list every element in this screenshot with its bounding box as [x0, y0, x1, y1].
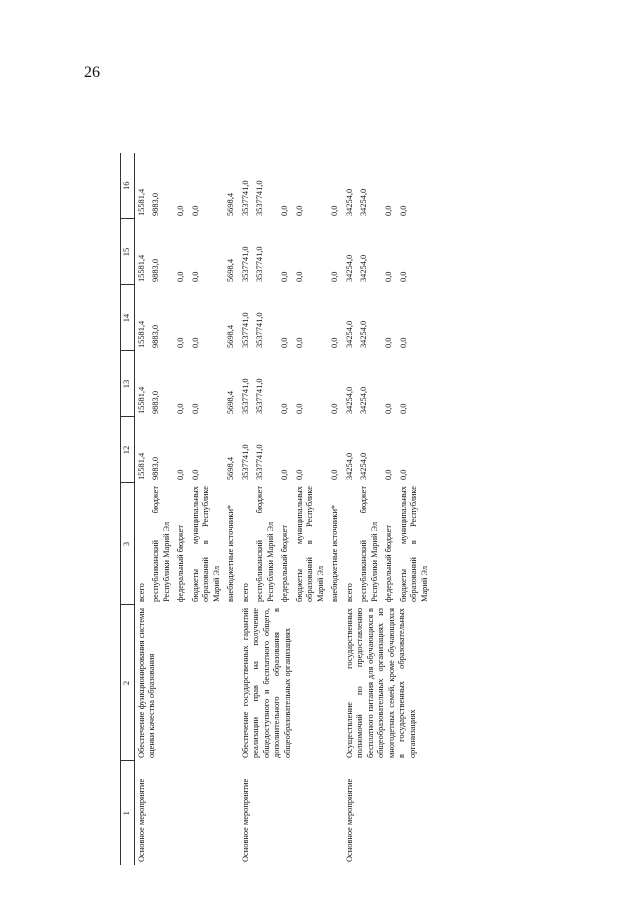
value-cell: 34254,0 — [344, 452, 354, 480]
value-cell: 0,0 — [294, 403, 304, 414]
value-cell: 15581,4 — [136, 386, 146, 414]
funding-source-cell: бюджеты муниципальных образований в Республике Марий Эл — [398, 486, 429, 602]
value-cell: 0,0 — [294, 337, 304, 348]
value-cell: 0,0 — [384, 403, 393, 414]
table-body — [134, 153, 432, 865]
value-cell: 0,0 — [330, 271, 339, 282]
value-cell: 0,0 — [294, 469, 304, 480]
value-cell: 34254,0 — [344, 386, 354, 414]
value-cell: 3537741,0 — [255, 444, 264, 480]
value-cell: 34254,0 — [359, 254, 368, 282]
value-cell: 15581,4 — [136, 320, 146, 348]
value-cell: 3537741,0 — [240, 378, 250, 414]
budget-table — [120, 153, 432, 865]
measure-title-cell: Обеспечение государственных гарантий реализации прав на получение общедоступного и бесплатного общего, дополнительного образования в общеобразовательных организациях — [240, 608, 292, 758]
value-cell: 0,0 — [330, 469, 339, 480]
value-cell: 9883,0 — [151, 324, 160, 348]
funding-source-cell: федеральный бюджет — [176, 524, 185, 602]
value-cell: 0,0 — [176, 271, 185, 282]
value-cell: 0,0 — [294, 271, 304, 282]
measure-title-cell: Обеспечение функционирования системы оценки качества образования — [136, 608, 156, 758]
value-cell: 0,0 — [398, 205, 408, 216]
value-cell: 34254,0 — [359, 320, 368, 348]
value-cell: 15581,4 — [136, 188, 146, 216]
value-cell: 9883,0 — [151, 390, 160, 414]
value-cell: 0,0 — [280, 469, 289, 480]
funding-source-cell: внебюджетные источники* — [330, 504, 339, 602]
value-cell: 0,0 — [398, 469, 408, 480]
measure-title-cell: Осуществление государственных полномочий по предоставлению бесплатного питания для обучающихся в общеобразовательных организациях из многодетных семей, кроме обучающихся в государственных образовательных организациях — [344, 608, 417, 758]
value-cell: 3537741,0 — [240, 180, 250, 216]
funding-source-cell: бюджеты муниципальных образований в Республике Марий Эл — [190, 486, 221, 602]
value-cell: 34254,0 — [344, 320, 354, 348]
value-cell: 0,0 — [384, 469, 393, 480]
value-cell: 3537741,0 — [255, 378, 264, 414]
value-cell: 0,0 — [330, 403, 339, 414]
value-cell: 9883,0 — [151, 258, 160, 282]
value-cell: 0,0 — [330, 337, 339, 348]
header-cell: 15 — [121, 219, 135, 285]
value-cell: 5698,4 — [226, 258, 235, 282]
funding-source-cell: республиканский бюджет Республики Марий Эл — [151, 486, 171, 602]
value-cell: 5698,4 — [226, 456, 235, 480]
funding-source-cell: федеральный бюджет — [384, 524, 393, 602]
table-row — [343, 153, 358, 865]
funding-source-cell: республиканский бюджет Республики Марий Эл — [255, 486, 275, 602]
measure-type-cell: Основное мероприятие — [136, 778, 146, 862]
header-cell: 12 — [121, 417, 135, 483]
value-cell: 34254,0 — [359, 452, 368, 480]
value-cell: 0,0 — [384, 271, 393, 282]
funding-source-cell: бюджеты муниципальных образований в Республике Марий Эл — [294, 486, 325, 602]
header-cell: 13 — [121, 351, 135, 417]
value-cell: 34254,0 — [359, 386, 368, 414]
page-number: 26 — [84, 64, 100, 81]
table-row — [239, 153, 254, 865]
value-cell: 3537741,0 — [255, 180, 264, 216]
funding-source-cell: республиканский бюджет Республики Марий Эл — [359, 486, 379, 602]
value-cell: 0,0 — [176, 469, 185, 480]
value-cell: 0,0 — [280, 271, 289, 282]
value-cell: 34254,0 — [359, 188, 368, 216]
value-cell: 0,0 — [190, 469, 200, 480]
value-cell: 3537741,0 — [255, 246, 264, 282]
value-cell: 5698,4 — [226, 390, 235, 414]
value-cell: 9883,0 — [151, 192, 160, 216]
value-cell: 0,0 — [280, 205, 289, 216]
table-header-row — [121, 153, 135, 865]
value-cell: 0,0 — [280, 403, 289, 414]
value-cell: 0,0 — [330, 205, 339, 216]
funding-source-cell: внебюджетные источники* — [226, 504, 235, 602]
measure-type-cell: Основное мероприятие — [344, 778, 354, 862]
table-row — [134, 153, 149, 865]
value-cell: 0,0 — [176, 403, 185, 414]
value-cell: 5698,4 — [226, 192, 235, 216]
value-cell: 0,0 — [294, 205, 304, 216]
header-cell: 3 — [121, 483, 135, 605]
value-cell: 34254,0 — [344, 188, 354, 216]
value-cell: 0,0 — [398, 271, 408, 282]
value-cell: 5698,4 — [226, 324, 235, 348]
header-cell: 2 — [121, 605, 135, 761]
value-cell: 0,0 — [190, 403, 200, 414]
value-cell: 0,0 — [398, 403, 408, 414]
value-cell: 0,0 — [176, 205, 185, 216]
header-cell: 16 — [121, 153, 135, 219]
value-cell: 0,0 — [384, 337, 393, 348]
value-cell: 0,0 — [190, 271, 200, 282]
value-cell: 0,0 — [398, 337, 408, 348]
funding-source-cell: всего — [240, 583, 250, 602]
value-cell: 15581,4 — [136, 452, 146, 480]
value-cell: 9883,0 — [151, 456, 160, 480]
value-cell: 15581,4 — [136, 254, 146, 282]
value-cell: 3537741,0 — [240, 246, 250, 282]
funding-source-cell: федеральный бюджет — [280, 524, 289, 602]
header-cell: 14 — [121, 285, 135, 351]
measure-type-cell: Основное мероприятие — [240, 778, 250, 862]
value-cell: 0,0 — [190, 337, 200, 348]
value-cell: 34254,0 — [344, 254, 354, 282]
value-cell: 0,0 — [384, 205, 393, 216]
funding-source-cell: всего — [344, 583, 354, 602]
funding-source-cell: всего — [136, 583, 146, 602]
header-cell: 1 — [121, 761, 135, 865]
value-cell: 3537741,0 — [255, 312, 264, 348]
value-cell: 0,0 — [176, 337, 185, 348]
value-cell: 3537741,0 — [240, 444, 250, 480]
value-cell: 0,0 — [190, 205, 200, 216]
value-cell: 0,0 — [280, 337, 289, 348]
value-cell: 3537741,0 — [240, 312, 250, 348]
